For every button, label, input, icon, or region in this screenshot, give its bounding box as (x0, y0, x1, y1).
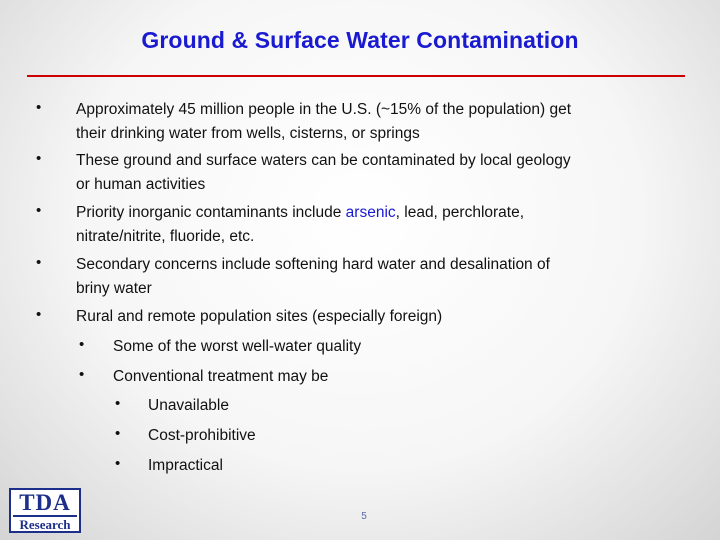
sub-bullet-2: Conventional treatment may be (113, 368, 329, 385)
bullet-3-text-pre: Priority inorganic contaminants include (76, 204, 346, 221)
slide-title: Ground & Surface Water Contamination (141, 27, 579, 53)
bullet-icon: • (36, 99, 42, 116)
sub-sub-bullet-2: Cost-prohibitive (148, 427, 256, 444)
bullet-4-line-2: briny water (76, 280, 152, 297)
logo-text-research: Research (19, 517, 71, 532)
sub-sub-bullet-3: Impractical (148, 457, 223, 474)
bullet-icon: • (36, 306, 42, 323)
bullet-2-line-1: These ground and surface waters can be contaminated by local geology (76, 152, 571, 169)
bullet-4-line-1: Secondary concerns include softening hard water and desalination of (76, 256, 550, 273)
sub-sub-bullet-icon: • (115, 425, 121, 442)
bullet-3-line-1 (76, 202, 524, 224)
page-number: 5 (361, 511, 367, 522)
sub-sub-bullet-icon: • (115, 395, 121, 412)
tda-research-logo (9, 488, 81, 533)
highlight-arsenic: arsenic (345, 204, 396, 221)
bullet-icon: • (36, 202, 42, 219)
sub-bullet-icon: • (79, 336, 85, 353)
sub-bullet-1: Some of the worst well-water quality (113, 338, 362, 355)
logo-text-tda: TDA (19, 490, 71, 515)
bullet-3-text-post: , lead, perchlorate, (395, 204, 525, 221)
title-underline (27, 75, 685, 77)
sub-sub-bullet-icon: • (115, 455, 121, 472)
sub-sub-bullet-1: Unavailable (148, 397, 229, 414)
bullet-icon: • (36, 150, 42, 167)
bullet-icon: • (36, 254, 42, 271)
sub-bullet-icon: • (79, 366, 85, 383)
bullet-2-line-2: or human activities (76, 176, 206, 193)
bullet-3-line-2: nitrate/nitrite, fluoride, etc. (76, 228, 255, 245)
bullet-1-line-2: their drinking water from wells, cisterns, or springs (76, 125, 420, 142)
bullet-1-line-1: Approximately 45 million people in the U.S. (~15% of the population) get (76, 101, 572, 118)
bullet-5-line-1: Rural and remote population sites (especially foreign) (76, 308, 443, 325)
